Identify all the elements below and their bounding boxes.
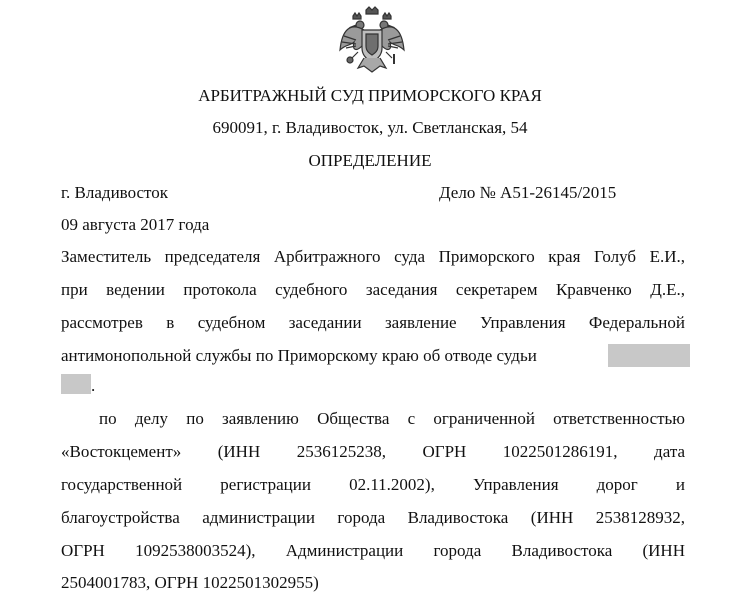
court-name: АРБИТРАЖНЫЙ СУД ПРИМОРСКОГО КРАЯ (198, 86, 542, 105)
document-date: 09 августа 2017 года (61, 215, 210, 234)
city: г. Владивосток (61, 183, 169, 202)
case-number: Дело № А51-26145/2015 (439, 183, 617, 202)
body-line-4: антимонопольной службы по Приморскому краю об отводе судьи (61, 346, 537, 365)
body-line-6: по делу по заявлению Общества с ограниченной ответственностью (99, 409, 685, 428)
body-line-10: ОГРН 1092538003524), Администрации города Владивостока (ИНН (61, 541, 685, 560)
body-line-1: Заместитель председателя Арбитражного суда Приморского края Голуб Е.И., (61, 247, 685, 266)
body-line-3: рассмотрев в судебном заседании заявление Управления Федеральной (61, 313, 685, 332)
redacted-judge-name (608, 344, 690, 367)
body-line-8: государственной регистрации 02.11.2002), Управления дорог и (61, 475, 685, 494)
body-line-9: благоустройства администрации города Владивостока (ИНН 2538128932, (61, 508, 685, 527)
document-type-title: ОПРЕДЕЛЕНИЕ (308, 151, 432, 170)
body-line-2: при ведении протокола судебного заседания секретарем Кравченко Д.Е., (61, 280, 685, 299)
body-line-7: «Востокцемент» (ИНН 2536125238, ОГРН 1022501286191, дата (61, 442, 685, 461)
redacted-judge-initials (61, 374, 91, 394)
court-address: 690091, г. Владивосток, ул. Светланская, 54 (212, 118, 528, 137)
body-line-11: 2504001783, ОГРН 1022501302955) (61, 573, 319, 592)
body-line-5: . (91, 376, 96, 395)
coat-of-arms-icon (336, 6, 408, 74)
